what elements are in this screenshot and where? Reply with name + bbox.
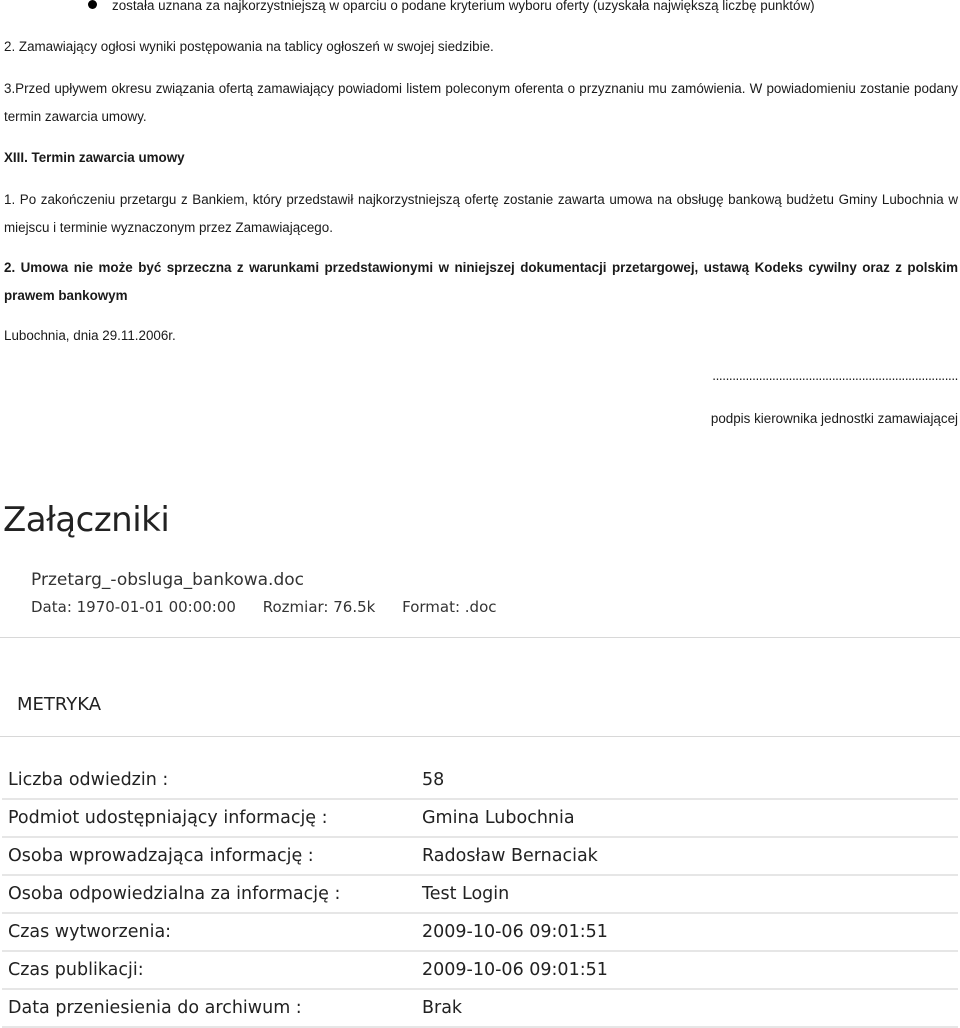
attachments-title: Załączniki [3,500,170,540]
table-row [2,837,958,875]
signature-line: .......................................................................... [712,368,958,383]
bullet-icon [88,0,97,9]
metryka-label: Czas wytworzenia: [2,913,412,951]
paragraph-item-2: 2. Zamawiający ogłosi wyniki postępowania na tablicy ogłoszeń w swojej siedzibie. [4,39,494,54]
paragraph-item-3: 3.Przed upływem okresu związania ofertą zamawiający powiadomi listem poleconym oferenta o przyznaniu mu zamówienia. W powiadomieniu zostanie podany termin zawarcia umowy. [4,81,958,124]
section-heading: XIII. Termin zawarcia umowy [4,150,185,165]
table-row [2,951,958,989]
table-row [2,799,958,837]
attachment-meta [31,598,519,616]
metryka-table [2,762,958,1028]
metryka-value: 2009-10-06 09:01:51 [412,913,958,951]
metryka-value: Radosław Bernaciak [412,837,958,875]
metryka-value: Brak [412,989,958,1027]
table-row [2,875,958,913]
metryka-label: Podmiot udostępniający informację : [2,799,412,837]
attachment-format: Format: .doc [402,598,497,616]
metryka-value: Test Login [412,875,958,913]
table-row [2,762,958,799]
bullet-text: została uznana za najkorzystniejszą w oparciu o podane kryterium wyboru oferty (uzyskała największą liczbę punktów) [112,0,815,13]
metryka-label: Osoba odpowiedzialna za informację : [2,875,412,913]
metryka-value: 58 [412,762,958,799]
section-item-1: 1. Po zakończeniu przetargu z Bankiem, który przedstawił najkorzystniejszą ofertę zostanie zawarta umowa na obsługę bankową budżetu Gminy Lubochnia w miejscu i terminie wyznaczonym przez Zamawiającego. [4,192,958,235]
attachment-file-link[interactable]: Przetarg_-obsluga_bankowa.doc [31,570,304,590]
metryka-value: Gmina Lubochnia [412,799,958,837]
metryka-label: Czas publikacji: [2,951,412,989]
metryka-label: Data przeniesienia do archiwum : [2,989,412,1027]
table-row [2,989,958,1027]
divider [0,736,960,737]
attachment-size: Rozmiar: 76.5k [262,598,376,616]
metryka-value: 2009-10-06 09:01:51 [412,951,958,989]
divider [0,637,960,638]
metryka-label: Osoba wprowadzająca informację : [2,837,412,875]
signature-caption: podpis kierownika jednostki zamawiającej [710,411,958,426]
attachment-date: Data: 1970-01-01 00:00:00 [31,598,236,616]
metryka-title: METRYKA [17,694,102,715]
place-date: Lubochnia, dnia 29.11.2006r. [4,328,176,343]
section-item-2: 2. Umowa nie może być sprzeczna z warunkami przedstawionymi w niniejszej dokumentacji przetargowej, ustawą Kodeks cywilny oraz z polskim prawem bankowym [4,260,958,303]
table-row [2,913,958,951]
metryka-label: Liczba odwiedzin : [2,762,412,799]
